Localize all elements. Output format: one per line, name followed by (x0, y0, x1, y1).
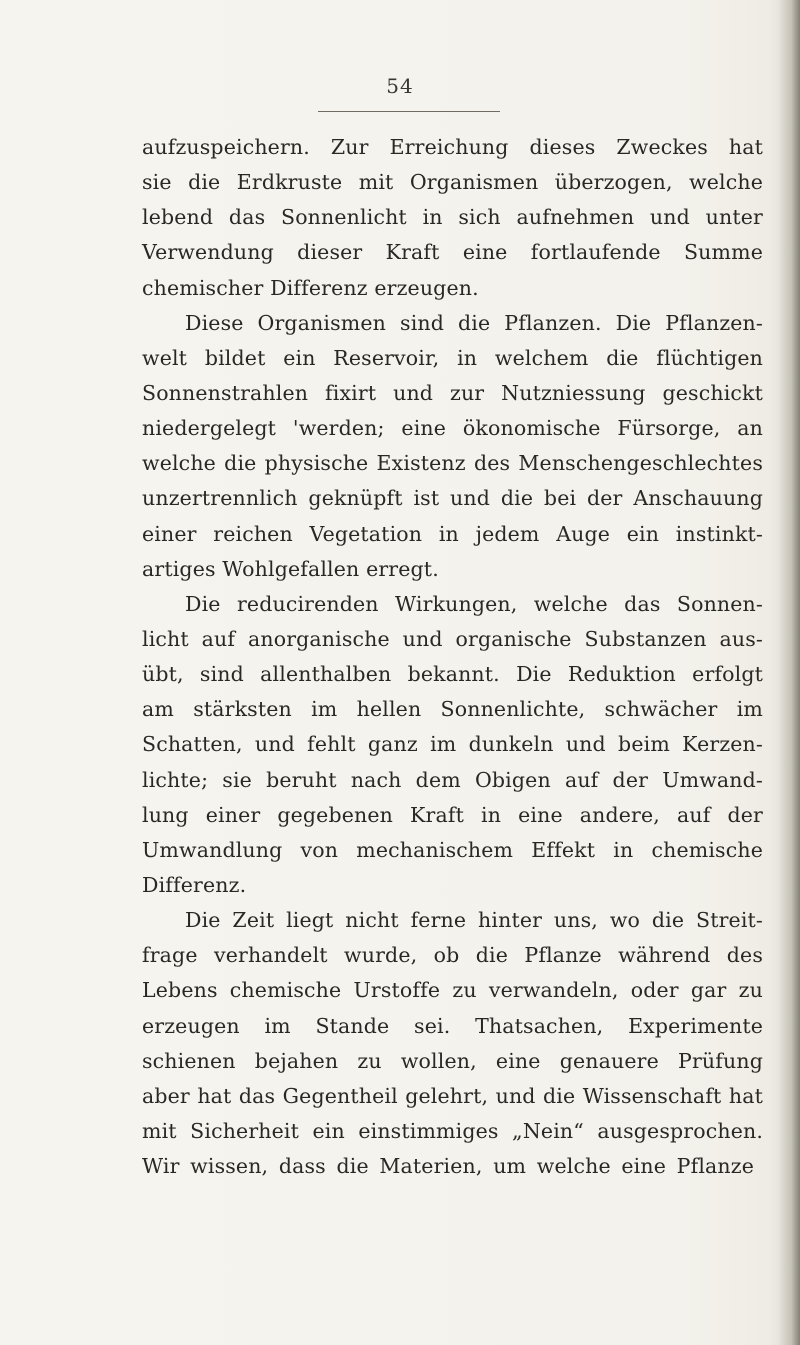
text-line: Die reducirenden Wirkungen, welche das Sonnen- (185, 591, 763, 616)
text-line: artiges Wohlgefallen erregt. (142, 556, 439, 581)
text-line: Lebens chemische Urstoffe zu verwandeln, oder gar zu (142, 978, 763, 1003)
page-number: 54 (386, 74, 414, 98)
text-line: frage verhandelt wurde, ob die Pflanze während des (142, 943, 763, 968)
text-line: unzertrennlich geknüpft ist und die bei der Anschauung (142, 486, 763, 511)
text-line: licht auf anorganische und organische Substanzen aus- (142, 626, 763, 651)
text-line: am stärksten im hellen Sonnenlichte, schwächer im (142, 697, 763, 722)
text-line: einer reichen Vegetation in jedem Auge ein instinkt- (142, 521, 763, 546)
text-line: aufzuspeichern. Zur Erreichung dieses Zweckes hat (142, 135, 763, 159)
text-line: niedergelegt 'werden; eine ökonomische Fürsorge, an (142, 416, 763, 441)
text-line: welche die physische Existenz des Menschengeschlechtes (142, 451, 763, 476)
text-line: welt bildet ein Reservoir, in welchem die flüchtigen (142, 345, 763, 370)
text-line: schienen bejahen zu wollen, eine genauere Prüfung (142, 1048, 763, 1073)
text-line: übt, sind allenthalben bekannt. Die Reduktion erfolgt (142, 662, 763, 687)
text-line: Wir wissen, dass die Materien, um welche eine Pflanze (142, 1154, 754, 1179)
text-line: lebend das Sonnenlicht in sich aufnehmen und unter (142, 205, 763, 230)
text-line: Umwandlung von mechanischem Effekt in chemische (142, 837, 763, 862)
text-line: Sonnenstrahlen fixirt und zur Nutzniessung geschickt (142, 380, 763, 405)
text-line: aber hat das Gegentheil gelehrt, und die Wissenschaft hat (142, 1083, 763, 1108)
text-line: Die Zeit liegt nicht ferne hinter uns, wo die Streit- (185, 908, 763, 933)
text-line: lichte; sie beruht nach dem Obigen auf der Umwand- (142, 767, 763, 792)
text-line: sie die Erdkruste mit Organismen überzogen, welche (142, 170, 763, 195)
text-line: lung einer gegebenen Kraft in eine andere, auf der (142, 802, 763, 827)
text-line: chemischer Differenz erzeugen. (142, 275, 479, 300)
page-edge-shadow (778, 0, 800, 1345)
text-line: erzeugen im Stande sei. Thatsachen, Experimente (142, 1013, 763, 1038)
header-rule (318, 111, 500, 112)
text-line: Diese Organismen sind die Pflanzen. Die Pflanzen- (185, 310, 763, 335)
text-line: Schatten, und fehlt ganz im dunkeln und beim Kerzen- (142, 732, 763, 757)
text-line: Differenz. (142, 872, 247, 897)
text-line: mit Sicherheit ein einstimmiges „Nein“ ausgesprochen. (142, 1118, 763, 1143)
text-line: Verwendung dieser Kraft eine fortlaufende Summe (142, 240, 763, 265)
body-text (142, 130, 763, 1184)
